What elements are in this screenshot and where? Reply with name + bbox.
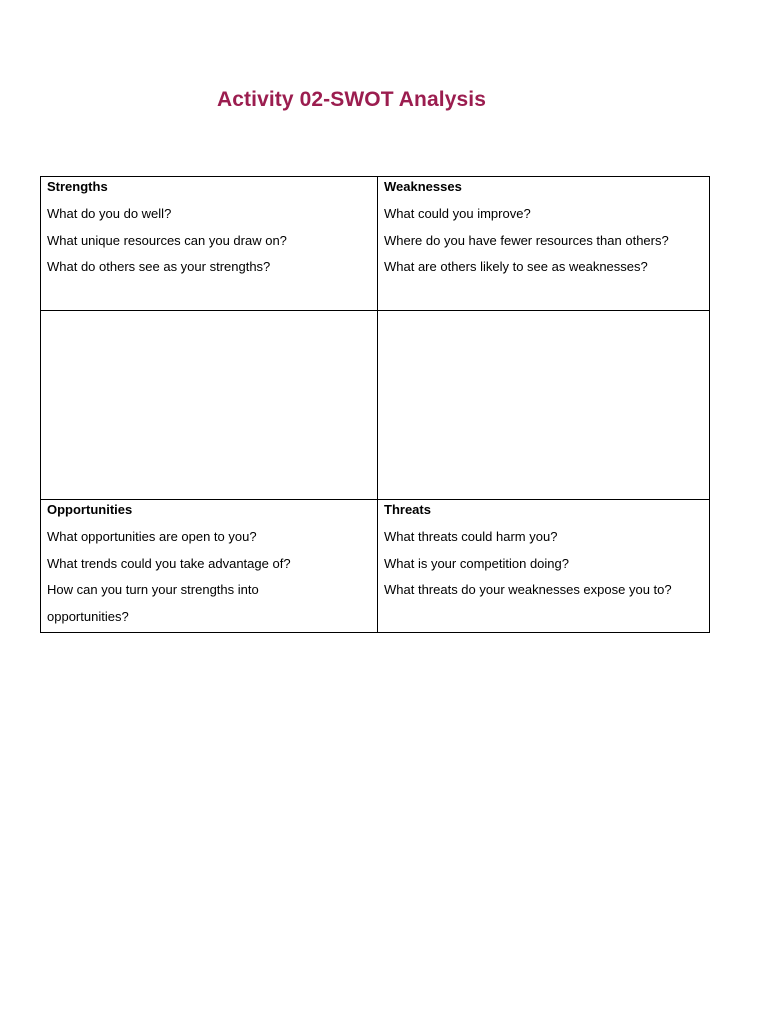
threats-list	[384, 524, 703, 604]
opportunities-heading: Opportunities	[47, 502, 133, 517]
list-item: What trends could you take advantage of?	[47, 555, 291, 571]
list-item: Where do you have fewer resources than others?	[384, 232, 669, 248]
list-item: What could you improve?	[384, 206, 531, 221]
list-item: What threats do your weaknesses expose you to?	[384, 582, 672, 597]
page-title: Activity 02-SWOT Analysis	[217, 88, 486, 111]
list-item: What are others likely to see as weaknesses?	[384, 259, 648, 274]
swot-table	[40, 176, 710, 633]
threats-cell	[378, 500, 709, 632]
weaknesses-cell	[378, 177, 709, 311]
list-item: What opportunities are open to you?	[47, 529, 257, 544]
opportunities-list	[47, 524, 371, 630]
list-item: What do you do well?	[47, 206, 172, 221]
list-item: What is your competition doing?	[384, 555, 569, 571]
strengths-heading: Strengths	[47, 179, 108, 194]
weaknesses-list	[384, 201, 703, 281]
strengths-list	[47, 201, 371, 281]
threats-heading: Threats	[384, 502, 431, 517]
list-item: How can you turn your strengths into	[47, 582, 259, 597]
weaknesses-heading: Weaknesses	[384, 179, 462, 194]
strengths-cell	[41, 177, 378, 311]
list-item: opportunities?	[47, 608, 129, 624]
opportunities-cell	[41, 500, 378, 632]
weaknesses-answer-area	[378, 311, 709, 500]
list-item: What unique resources can you draw on?	[47, 232, 287, 248]
list-item: What do others see as your strengths?	[47, 259, 271, 274]
strengths-answer-area	[41, 311, 378, 500]
list-item: What threats could harm you?	[384, 529, 558, 544]
